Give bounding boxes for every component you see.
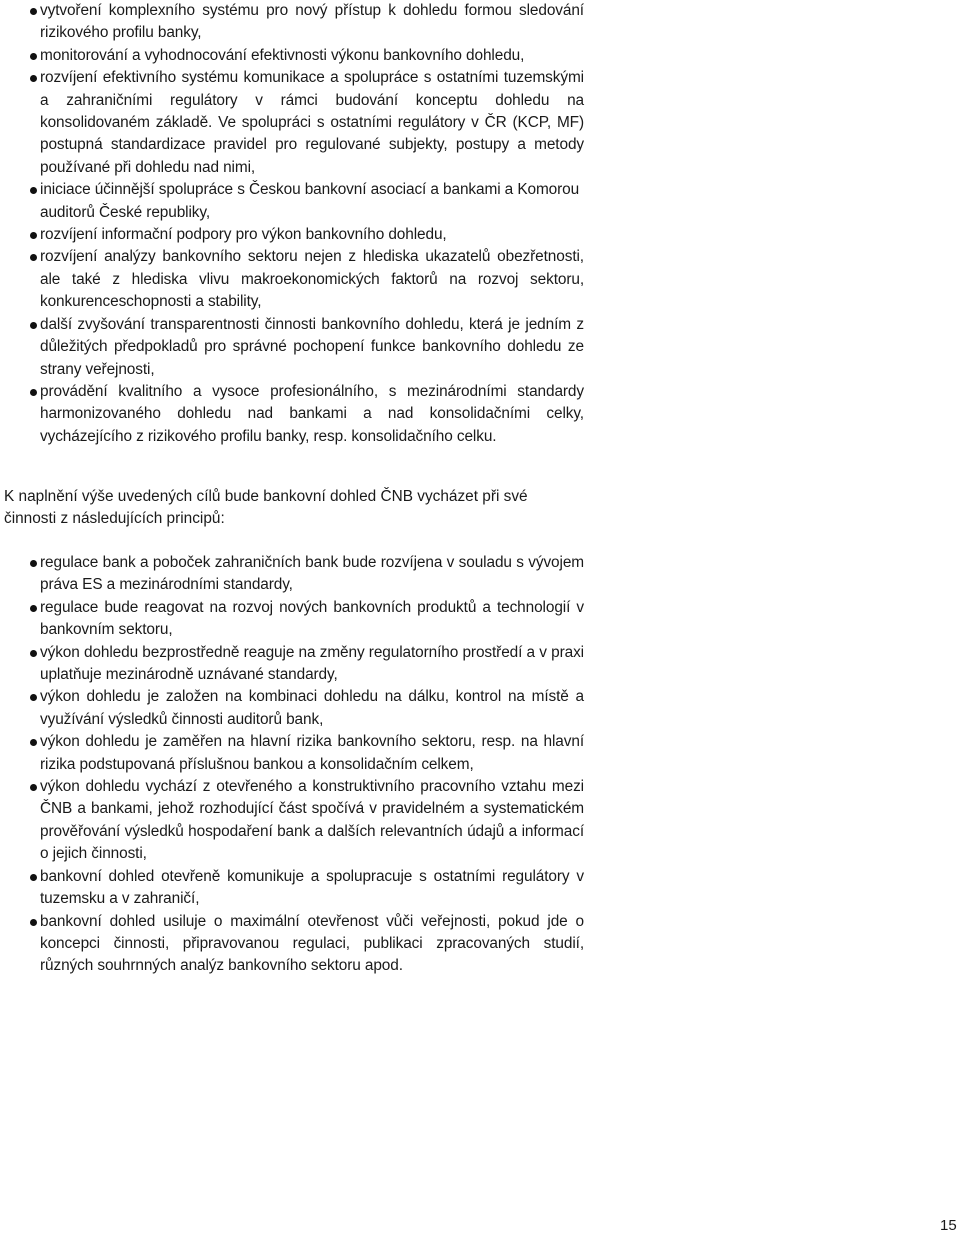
list-item: provádění kvalitního a vysoce profesionálního, s mezinárodními standardy harmonizovaného dohledu nad bankami a nad konsolidačními celky, vycházejícího z rizikového profilu banky, resp. konsolidačního celku.: [40, 381, 584, 448]
list-item: bankovní dohled usiluje o maximální otevřenost vůči veřejnosti, pokud jde o koncepci činnosti, připravovanou regulaci, publikaci zpracovaných studií, různých souhrnných analýz bankovního sektoru apod.: [40, 911, 584, 978]
list-item: rozvíjení informační podpory pro výkon bankovního dohledu,: [40, 224, 584, 246]
objectives-list: [40, 0, 584, 448]
list-item: bankovní dohled otevřeně komunikuje a spolupracuje s ostatními regulátory v tuzemsku a v zahraničí,: [40, 866, 584, 911]
page-number: 15: [940, 1217, 957, 1234]
principles-list: [40, 552, 584, 978]
list-item: vytvoření komplexního systému pro nový přístup k dohledu formou sledování rizikového profilu banky,: [40, 0, 584, 45]
list-item: výkon dohledu je zaměřen na hlavní rizika bankovního sektoru, resp. na hlavní rizika podstupovaná příslušnou bankou a konsolidačním celkem,: [40, 731, 584, 776]
list-item: výkon dohledu vychází z otevřeného a konstruktivního pracovního vztahu mezi ČNB a bankami, jehož rozhodující část spočívá v pravidelném a systematickém prověřování výsledků hospodaření bank a dalších relevantních údajů a informací o jejich činnosti,: [40, 776, 584, 866]
list-item: regulace bude reagovat na rozvoj nových bankovních produktů a technologií v bankovním sektoru,: [40, 597, 584, 642]
list-item: rozvíjení analýzy bankovního sektoru nejen z hlediska ukazatelů obezřetnosti, ale také z hlediska vlivu makroekonomických faktorů na rozvoj sektoru, konkurenceschopnosti a stability,: [40, 246, 584, 313]
list-item: výkon dohledu je založen na kombinaci dohledu na dálku, kontrol na místě a využívání výsledků činnosti auditorů bank,: [40, 686, 584, 731]
principles-intro: K naplnění výše uvedených cílů bude bankovní dohled ČNB vycházet při své činnosti z následujících principů:: [4, 488, 528, 528]
list-item: další zvyšování transparentnosti činnosti bankovního dohledu, která je jedním z důležitých předpokladů pro správné pochopení funkce bankovního dohledu ze strany veřejnosti,: [40, 314, 584, 381]
list-item: regulace bank a poboček zahraničních bank bude rozvíjena v souladu s vývojem práva ES a mezinárodními standardy,: [40, 552, 584, 597]
list-item: iniciace účinnější spolupráce s Českou bankovní asociací a bankami a Komorou auditorů České republiky,: [40, 179, 584, 224]
list-item: monitorování a vyhodnocování efektivnosti výkonu bankovního dohledu,: [40, 45, 584, 67]
list-item: výkon dohledu bezprostředně reaguje na změny regulatorního prostředí a v praxi uplatňuje mezinárodně uznávané standardy,: [40, 642, 584, 687]
list-item: rozvíjení efektivního systému komunikace a spolupráce s ostatními tuzemskými a zahraničními regulátory v rámci budování konceptu dohledu na konsolidovaném základě. Ve spolupráci s ostatními regulátory v ČR (KCP, MF) postupná standardizace pravidel pro regulované subjekty, postupy a metody používané při dohledu nad nimi,: [40, 67, 584, 179]
